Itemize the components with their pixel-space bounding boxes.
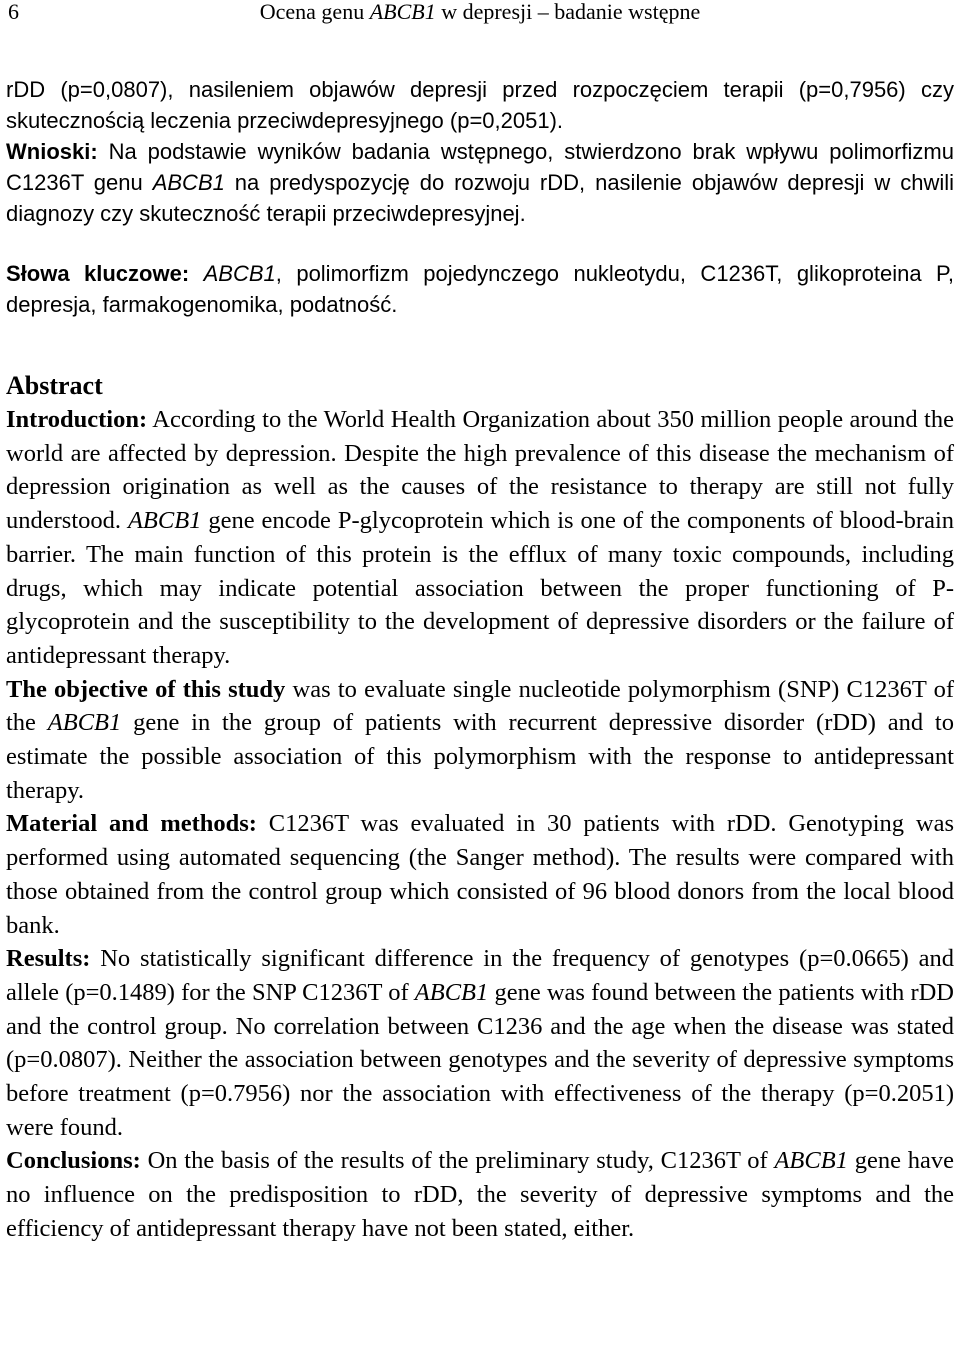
abstract-introduction [6,403,954,673]
english-abstract [6,369,954,1246]
running-title [0,0,960,24]
introduction-gene: ABCB1 [127,507,202,535]
page-header [0,0,960,40]
polish-keywords [6,258,954,320]
conclusions-text-1: On the basis of the results of the preliminary study, C1236T of [140,1147,775,1175]
results-gene: ABCB1 [414,978,489,1006]
conclusions-text-2: gene have no influence on the predisposition to rDD, the severity of depressive symptoms and the efficiency of antidepressant therapy have not been stated, either. [6,1147,954,1242]
objective-gene: ABCB1 [47,709,122,737]
polish-keywords-gene: ABCB1 [203,261,276,286]
introduction-text-1: According to the World Health Organization about 350 million people around the world are affected by depression. Despite the high prevalence of this disease the mechanism of depression origination as well as the causes of the resistance to therapy are still not fully understood. [6,406,954,535]
abstract-conclusions [6,1144,954,1245]
abstract-methods [6,807,954,942]
methods-text: C1236T was evaluated in 30 patients with rDD. Genotyping was performed using automated sequencing (the Sanger method). The results were compared with those obtained from the control group which consisted of 96 blood donors from the local blood bank. [6,810,954,939]
abstract-heading: Abstract [6,371,103,400]
page-number: 6 [8,0,19,24]
objective-label: The objective of this study [6,675,286,703]
running-title-prefix: Ocena genu [259,0,370,24]
results-text-1: No statistically significant difference in the frequency of genotypes (p=0.0665) and allele (p=0.1489) for the SNP C1236T of [6,945,954,1006]
polish-conclusions-text-1: Na podstawie wyników badania wstępnego, stwierdzono brak wpływu polimorfizmu C1236T genu [6,139,954,195]
abstract-results [6,942,954,1144]
results-text-2: gene was found between the patients with rDD and the control group. No correlation between C1236 and the age when the disease was stated (p=0.0807). Neither the association between genotypes and the severity of depressive symptoms before treatment (p=0.7956) nor the association with effectiveness of the therapy (p=0.2051) were found. [6,978,954,1141]
polish-abstract-continuation [6,74,954,229]
polish-conclusions-text-2: na predyspozycję do rozwoju rDD, nasilenie objawów depresji w chwili diagnozy czy skuteczność terapii przeciwdepresyjnej. [6,170,955,226]
polish-keywords-text: , polimorfizm pojedynczego nukleotydu, C1236T, glikoproteina P, depresja, farmakogenomika, podatność. [6,261,954,317]
polish-results-tail: rDD (p=0,0807), nasileniem objawów depresji przed rozpoczęciem terapii (p=0,7956) czy skutecznością leczenia przeciwdepresyjnego (p=0,2051). [6,77,954,133]
introduction-label: Introduction: [6,406,148,433]
running-title-gene: ABCB1 [369,0,436,24]
polish-keywords-label: Słowa kluczowe: [6,261,190,286]
abstract-objective [6,673,954,808]
methods-label: Material and methods: [6,810,257,838]
conclusions-label: Conclusions: [6,1147,141,1175]
objective-text-1: was to evaluate single nucleotide polymorphism (SNP) C1236T of the [6,675,954,737]
running-title-suffix: w depresji – badanie wstępne [435,0,701,24]
results-label: Results: [6,945,91,973]
introduction-text-2: gene encode P-glycoprotein which is one of the components of blood-brain barrier. The main function of this protein is the efflux of many toxic compounds, including drugs, which may indicate potential association between the proper functioning of P-glycoprotein and the susceptibility to the development of depressive disorders or the failure of antidepressant therapy. [6,507,954,669]
polish-conclusions-label: Wnioski: [6,139,98,164]
polish-keywords-paragraph [6,258,954,320]
polish-conclusions-gene: ABCB1 [152,170,225,195]
conclusions-gene: ABCB1 [774,1147,848,1175]
objective-text-2: gene in the group of patients with recurrent depressive disorder (rDD) and to estimate the possible association of this polymorphism with the response to antidepressant therapy. [6,709,954,804]
polish-conclusions [6,136,954,229]
